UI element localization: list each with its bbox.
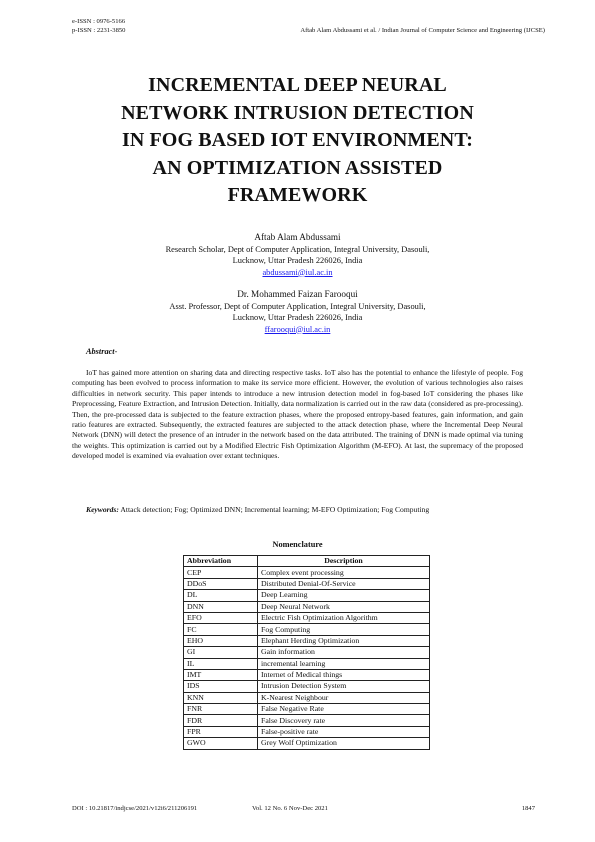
table-row: [184, 567, 430, 578]
title-line: AN OPTIMIZATION ASSISTED: [152, 156, 443, 179]
eissn: e-ISSN : 0976-5166: [72, 18, 126, 25]
table-row: [184, 612, 430, 623]
issn-block: [72, 17, 125, 35]
table-row: [184, 726, 430, 737]
pissn: p-ISSN : 2231-3850: [72, 27, 126, 34]
description-cell: False Discovery rate: [258, 715, 430, 726]
table-row: [184, 624, 430, 635]
abbreviation-cell: IDS: [184, 681, 258, 692]
author-name: Aftab Alam Abdussami: [254, 232, 341, 242]
running-header: Aftab Alam Abdussami et al. / Indian Journal of Computer Science and Engineering (IJCSE): [300, 27, 545, 34]
abbreviation-cell: FPR: [184, 726, 258, 737]
author-name: Dr. Mohammed Faizan Farooqui: [237, 289, 358, 299]
table-row: [184, 738, 430, 749]
title-line: IN FOG BASED IOT ENVIRONMENT:: [121, 129, 474, 151]
author-email-link[interactable]: abdussami@iul.ac.in: [262, 267, 333, 277]
author-affiliation: Lucknow, Uttar Pradesh 226026, India: [232, 313, 363, 322]
keywords: [72, 505, 523, 515]
title-line: INCREMENTAL DEEP NEURAL: [148, 74, 447, 96]
keywords-label: Keywords:: [86, 505, 119, 514]
nomenclature-rows: [184, 567, 430, 749]
paper-title: [60, 72, 535, 210]
description-cell: Elephant Herding Optimization: [258, 635, 430, 646]
description-cell: Distributed Denial-Of-Service: [258, 578, 430, 589]
nomenclature-title: Nomenclature: [272, 540, 323, 549]
author-email-link[interactable]: ffarooqui@iul.ac.in: [264, 324, 331, 334]
abbreviation-cell: FNR: [184, 704, 258, 715]
description-cell: False-positive rate: [258, 726, 430, 737]
footer-doi: DOI : 10.21817/indjcse/2021/v12i6/211206191: [72, 805, 198, 812]
table-row: [184, 669, 430, 680]
table-row: [184, 658, 430, 669]
table-row: [184, 715, 430, 726]
abbreviation-cell: IL: [184, 658, 258, 669]
abbreviation-cell: IMT: [184, 669, 258, 680]
abbreviation-cell: DDoS: [184, 578, 258, 589]
author-2: [72, 289, 523, 335]
description-cell: Deep Learning: [258, 590, 430, 601]
description-cell: K-Nearest Neighbour: [258, 692, 430, 703]
abbreviation-cell: DNN: [184, 601, 258, 612]
description-cell: Deep Neural Network: [258, 601, 430, 612]
abbreviation-cell: DL: [184, 590, 258, 601]
table-row: [184, 681, 430, 692]
description-cell: False Negative Rate: [258, 704, 430, 715]
abstract-label: Abstract-: [86, 347, 118, 356]
table-row: [184, 692, 430, 703]
description-cell: Intrusion Detection System: [258, 681, 430, 692]
table-row: [184, 590, 430, 601]
abstract-text: IoT has gained more attention on sharing data and directing respective tasks. IoT also has the potential to enhance the lifestyle of people. Fog computing has been evolved to process information to make its service more efficient. However, the evolution of various technologies also raises difficulties in network security. This paper intends to introduce a new intrusion detection model in fog-based IoT considering the phases like Preprocessing, Feature Extraction, and Intrusion Detection. Initially, data normalization is carried out in the raw data (considered as pre-processing). Then, the pre-processed data is subjected to the feature extraction phases, where the proposed entropy-based features, gain information, and gain ratio features are extracted. Subsequently, the extracted features are subjected to the attack detection phase, where the Incremental Deep Neural Network (DNN) will detect the presence of an intruder in the network based on the data attributed. The training of DNN is made optimal via tuning the weights. This optimization is carried out by a Modified Electric Fish Optimization Algorithm (M-EFO). At last, the supremacy of the proposed developed model is examined via evaluation over extant techniques.: [72, 368, 523, 461]
author-affiliation: Asst. Professor, Dept of Computer Application, Integral University, Dasouli,: [169, 301, 426, 311]
table-row: [184, 601, 430, 612]
abbreviation-cell: CEP: [184, 567, 258, 578]
title-line: FRAMEWORK: [227, 184, 368, 206]
abbreviation-cell: GI: [184, 647, 258, 658]
description-cell: incremental learning: [258, 658, 430, 669]
nomenclature-table: [183, 555, 430, 750]
table-row: [184, 647, 430, 658]
author-affiliation: Research Scholar, Dept of Computer Application, Integral University, Dasouli,: [165, 244, 430, 254]
abbreviation-cell: GWO: [184, 738, 258, 749]
abbreviation-cell: EHO: [184, 635, 258, 646]
column-header-abbreviation: Abbreviation: [184, 556, 258, 567]
abbreviation-cell: KNN: [184, 692, 258, 703]
keywords-text: Attack detection; Fog; Optimized DNN; Incremental learning; M-EFO Optimization; Fog Computing: [120, 505, 430, 514]
description-cell: Complex event processing: [258, 567, 430, 578]
table-row: [184, 635, 430, 646]
description-cell: Gain information: [258, 647, 430, 658]
title-line: NETWORK INTRUSION DETECTION: [121, 101, 474, 124]
table-header-row: [184, 556, 430, 567]
abbreviation-cell: EFO: [184, 612, 258, 623]
description-cell: Grey Wolf Optimization: [258, 738, 430, 749]
description-cell: Fog Computing: [258, 624, 430, 635]
abbreviation-cell: FDR: [184, 715, 258, 726]
abbreviation-cell: FC: [184, 624, 258, 635]
column-header-description: Description: [258, 556, 430, 567]
description-cell: Electric Fish Optimization Algorithm: [258, 612, 430, 623]
page-number: 1847: [521, 805, 535, 812]
author-1: [72, 232, 523, 278]
table-row: [184, 578, 430, 589]
table-row: [184, 704, 430, 715]
author-affiliation: Lucknow, Uttar Pradesh 226026, India: [232, 256, 363, 265]
footer-volume: Vol. 12 No. 6 Nov-Dec 2021: [252, 805, 328, 812]
description-cell: Internet of Medical things: [258, 669, 430, 680]
